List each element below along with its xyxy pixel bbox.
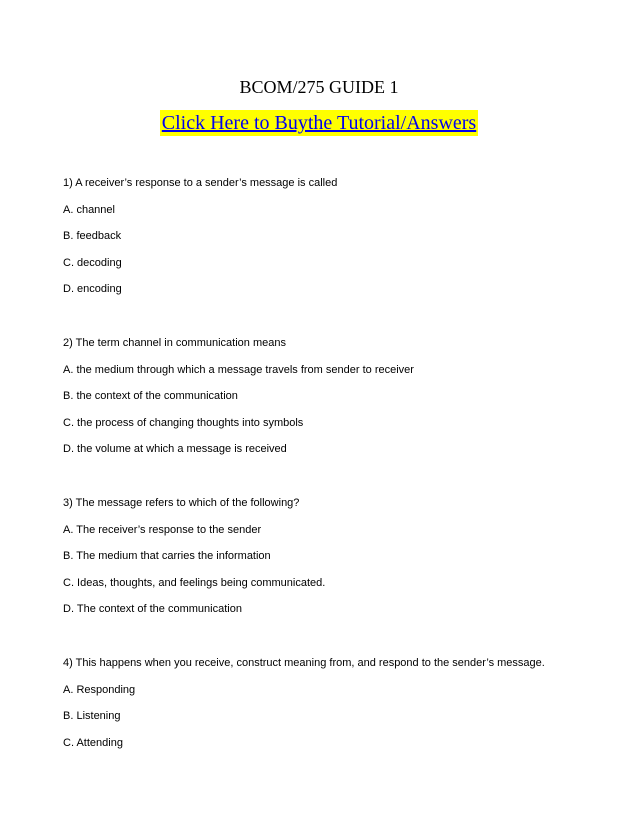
answer-option: D. encoding	[63, 283, 122, 295]
question-prompt: 2) The term channel in communication means	[63, 337, 286, 349]
answer-option: A. The receiver’s response to the sender	[63, 523, 262, 536]
answer-option: C. Ideas, thoughts, and feelings being communicated.	[63, 576, 326, 589]
question-block	[63, 496, 603, 656]
question-prompt: 1) A receiver’s response to a sender’s message is called	[63, 177, 338, 189]
question-prompt: 3) The message refers to which of the following?	[63, 497, 300, 509]
question-block	[63, 656, 603, 816]
answer-option: C. Attending	[63, 736, 123, 749]
answer-option: B. The medium that carries the information	[63, 550, 271, 562]
answer-option: C. decoding	[63, 256, 122, 269]
buy-tutorial-link[interactable]: Click Here to Buythe Tutorial/Answers	[161, 112, 477, 134]
answer-option: D. The context of the communication	[63, 603, 242, 615]
question-list	[63, 176, 603, 816]
question-block	[63, 336, 603, 496]
question-block	[63, 176, 603, 336]
answer-option: A. Responding	[63, 683, 136, 696]
answer-option: B. the context of the communication	[63, 390, 238, 402]
answer-option: C. the process of changing thoughts into symbols	[63, 416, 304, 429]
answer-option: B. Listening	[63, 710, 121, 722]
answer-option: A. channel	[63, 203, 115, 216]
answer-option: B. feedback	[63, 230, 122, 242]
answer-option: A. the medium through which a message travels from sender to receiver	[63, 363, 414, 376]
document-title: BCOM/275 GUIDE 1	[239, 77, 399, 97]
question-prompt: 4) This happens when you receive, construct meaning from, and respond to the sender’s message.	[63, 657, 545, 669]
link-container	[0, 110, 638, 136]
answer-option: D. the volume at which a message is received	[63, 443, 287, 455]
